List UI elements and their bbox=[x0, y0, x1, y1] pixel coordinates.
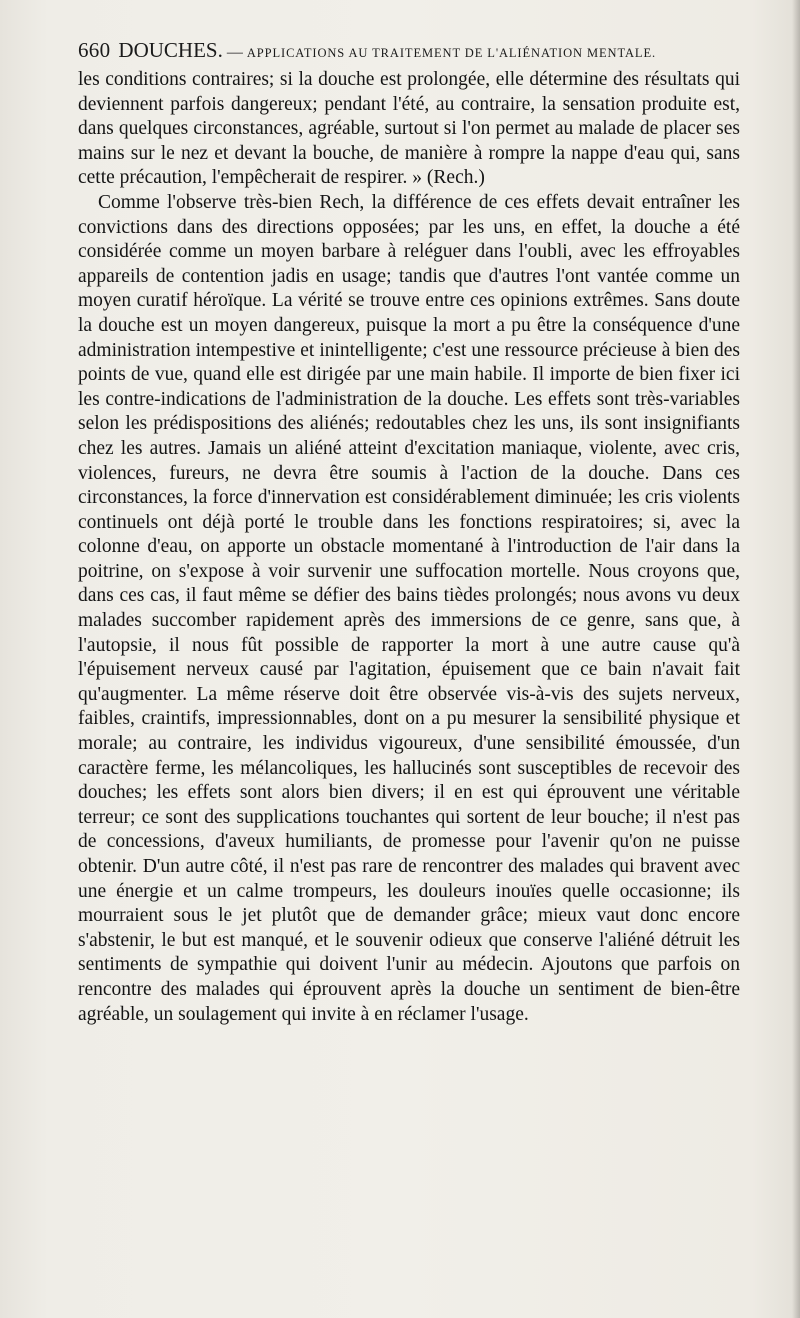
page-number: 660 bbox=[78, 38, 111, 62]
paragraph-continuation: les conditions contraires; si la douche est prolongée, elle détermine des résultats qui deviennent parfois dangereux; pendant l'été, au contraire, la sensation produite est, dans quelques circonstances, agréable, surtout si l'on permet au malade de placer ses mains sur le nez et devant la bouche, de manière à rompre la nappe d'eau qui, sans cette précaution, l'empêcherait de respirer. » (Rech.) bbox=[78, 69, 740, 189]
body-text bbox=[78, 68, 740, 1027]
page-edge-shadow bbox=[792, 0, 800, 1318]
running-title: DOUCHES. bbox=[118, 38, 223, 62]
running-header bbox=[78, 38, 740, 63]
running-separator: — bbox=[222, 44, 247, 61]
running-subtitle: APPLICATIONS AU TRAITEMENT DE L'ALIÉNATION MENTALE. bbox=[246, 46, 657, 60]
paragraph-main: Comme l'observe très-bien Rech, la différence de ces effets devait entraîner les convictions dans des directions opposées; par les uns, en effet, la douche a été considérée comme un moyen barbare à reléguer dans l'oubli, avec les effroyables appareils de contention jadis en usage; tandis que d'autres l'ont vantée comme un moyen curatif héroïque. La vérité se trouve entre ces opinions extrêmes. Sans doute la douche est un moyen dangereux, puisque la mort a pu être la conséquence d'une administration intempestive et inintelligente; c'est une ressource précieuse à bien des points de vue, quand elle est dirigée par une main habile. Il importe de bien fixer ici les contre-indications de l'administration de la douche. Les effets sont très-variables selon les prédispositions des aliénés; redoutables chez les uns, ils sont insignifiants chez les autres. Jamais un aliéné atteint d'excitation maniaque, violente, avec cris, violences, fureurs, ne devra être soumis à l'action de la douche. Dans ces circonstances, la force d'innervation est considérablement diminuée; les cris violents continuels ont déjà porté le trouble dans les fonctions respiratoires; si, avec la colonne d'eau, on apporte un obstacle momentané à l'introduction de l'air dans la poitrine, on s'expose à voir survenir une suffocation mortelle. Nous croyons que, dans ces cas, il faut même se défier des bains tièdes prolongés; nous avons vu deux malades succomber rapidement après des immersions de ce genre, sans que, à l'autopsie, il nous fût possible de rapporter la mort à une autre cause qu'à l'épuisement nerveux causé par l'agitation, épuisement que ce bain n'avait fait qu'augmenter. La même réserve doit être observée vis-à-vis des sujets nerveux, faibles, craintifs, impressionnables, dont on a pu mesurer la sensibilité physique et morale; au contraire, les individus vigoureux, d'une sensibilité émoussée, d'un caractère ferme, les mélancoliques, les hallucinés sont susceptibles de recevoir des douches; les effets sont alors bien divers; il en est qui éprouvent une véritable terreur; ce sont des supplications touchantes qui sortent de leur bouche; il n'est pas de concessions, d'aveux humiliants, de promesse pour l'avenir qu'on ne puisse obtenir. D'un autre côté, il n'est pas rare de rencontrer des malades qui bravent avec une énergie et un calme trompeurs, les douleurs inouïes quelle occasionne; ils mourraient sous le jet plutôt que de demander grâce; mieux vaut donc encore s'abstenir, le but est manqué, et le souvenir odieux que conserve l'aliéné détruit les sentiments de sympathie qui doivent l'unir au médecin. Ajoutons que parfois on rencontre des malades qui éprouvent après la douche un sentiment de bien-être agréable, un soulagement qui invite à en réclamer l'usage. bbox=[78, 191, 740, 1025]
